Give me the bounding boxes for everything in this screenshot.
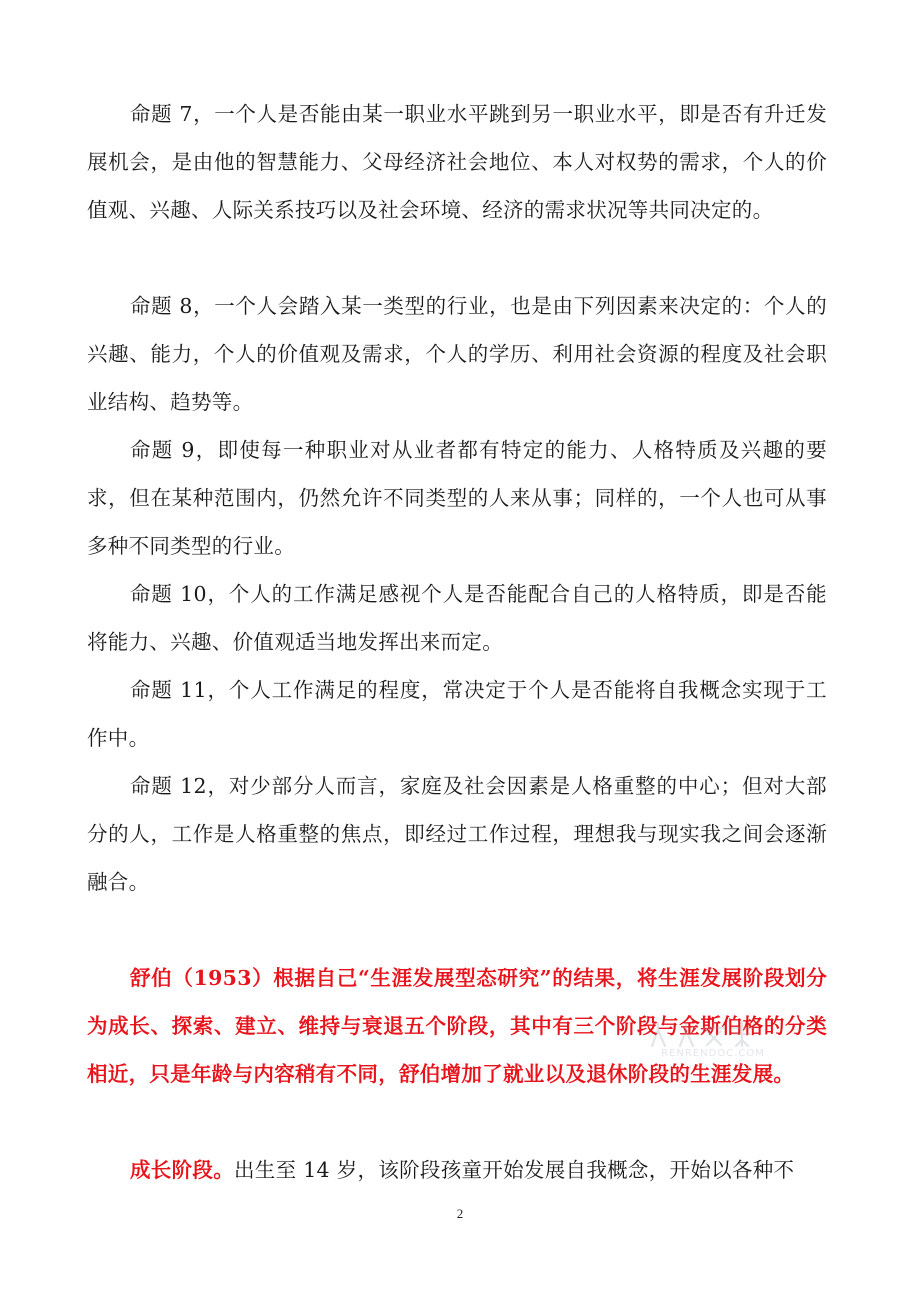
paragraph-proposition-10: 命题 10，个人的工作满足感视个人是否能配合自己的人格特质，即是否能将能力、兴趣、价值观适当地发挥出来而定。 [87,582,827,654]
growth-stage-heading: 成长阶段。 [130,1158,234,1182]
paragraph-growth-stage [87,1146,827,1194]
watermark-url: RENRENDOC.COM [661,1048,765,1059]
paragraph-proposition-8: 命题 8，一个人会踏入某一类型的行业，也是由下列因素来决定的：个人的兴趣、能力，个人的价值观及需求，个人的学历、利用社会资源的程度及社会职业结构、趋势等。 [87,294,827,414]
paragraph-super-1953: 舒伯（1953）根据自己“生涯发展型态研究”的结果，将生涯发展阶段划分为成长、探索、建立、维持与衰退五个阶段，其中有三个阶段与金斯伯格的分类相近，只是年龄与内容稍有不同，舒伯增加了就业以及退休阶段的生涯发展。 [87,966,827,1086]
growth-stage-text: 出生至 14 岁，该阶段孩童开始发展自我概念，开始以各种不 [234,1158,795,1182]
page-number: 2 [456,1206,464,1221]
paragraph-proposition-9: 命题 9，即使每一种职业对从业者都有特定的能力、人格特质及兴趣的要求，但在某种范围内，仍然允许不同类型的人来从事；同样的，一个人也可从事多种不同类型的行业。 [87,438,827,558]
watermark-logo-icon [648,1018,778,1048]
paragraph-proposition-12: 命题 12，对少部分人而言，家庭及社会因素是人格重整的中心；但对大部分的人，工作是人格重整的焦点，即经过工作过程，理想我与现实我之间会逐渐融合。 [87,774,827,894]
paragraph-proposition-7: 命题 7，一个人是否能由某一职业水平跳到另一职业水平，即是否有升迁发展机会，是由他的智慧能力、父母经济社会地位、本人对权势的需求，个人的价值观、兴趣、人际关系技巧以及社会环境、经济的需求状况等共同决定的。 [87,102,827,222]
paragraph-proposition-11: 命题 11，个人工作满足的程度，常决定于个人是否能将自我概念实现于工作中。 [87,678,827,750]
watermark [648,1018,778,1064]
